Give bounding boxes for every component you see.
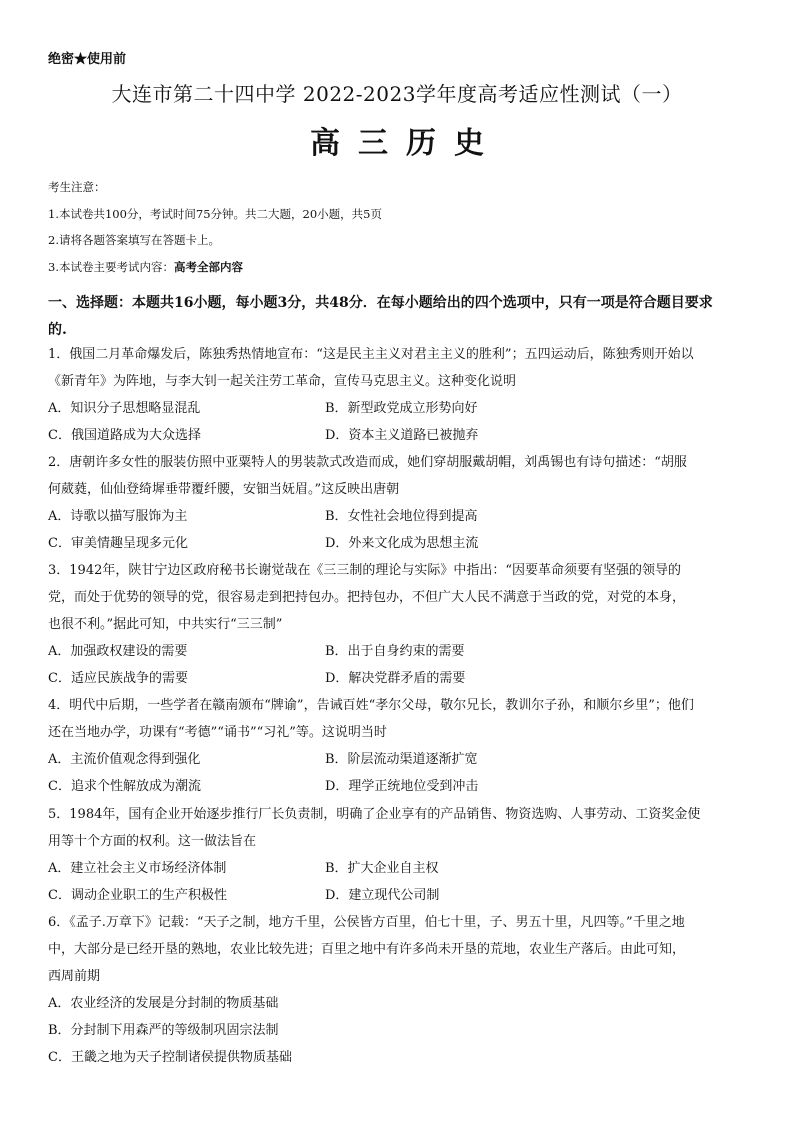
section-line: 的. [48, 322, 67, 338]
options [48, 395, 748, 449]
question-stem-line: 西周前期 [48, 969, 101, 984]
option-c: C．调动企业职工的生产积极性 [48, 888, 227, 903]
section-line: 一、选择题：本题共16小题，每小题3分，共48分．在每小题给出的四个选项中，只有一项是符合题目要求 [48, 295, 713, 311]
option-a: A．知识分子思想略显混乱 [48, 401, 201, 416]
option-a: A．加强政权建设的需要 [48, 644, 188, 659]
question-6 [48, 909, 748, 1071]
option-c: C．俄国道路成为大众选择 [48, 428, 201, 443]
option-d: D．理学正统地位受到冲击 [325, 779, 479, 794]
question-stem-line: 党，而处于优势的领导的党，很容易走到把持包办。把持包办，不但广大人民不满意于当政的党，对党的本身， [48, 590, 686, 605]
question-stem-line: 也很不利。”据此可知，中共实行“三三制” [48, 617, 283, 632]
question-3 [48, 557, 748, 692]
question-5 [48, 801, 748, 909]
notes-heading: 考生注意： [48, 180, 106, 194]
options [48, 503, 748, 557]
option-a: A．农业经济的发展是分封制的物质基础 [48, 996, 279, 1011]
question-stem-line: 3．1942年，陕甘宁边区政府秘书长谢觉哉在《三三制的理论与实际》中指出：“因要革命须要有坚强的领导的 [48, 563, 682, 578]
option-c: C．追求个性解放成为潮流 [48, 779, 201, 794]
option-a: A．建立社会主义市场经济体制 [48, 861, 227, 876]
options [48, 638, 748, 692]
note-item-scope [48, 257, 748, 284]
question-stem-line: 6．《孟子.万章下》记载：“天子之制，地方千里，公侯皆方百里，伯七十里，子、男五十里，凡四等。”千里之地 [48, 915, 685, 930]
options [48, 855, 748, 909]
option-a: A．主流价值观念得到强化 [48, 752, 201, 767]
scope-value: 高考全部内容 [173, 259, 243, 274]
question-stem-line: 1．俄国二月革命爆发后，陈独秀热情地宣布：“这是民主主义对君主主义的胜利”；五四运动后，陈独秀则开始以 [48, 347, 694, 362]
option-c: C．王畿之地为天子控制诸侯提供物质基础 [48, 1050, 292, 1065]
question-stem-line: 用等十个方面的权利。这一做法旨在 [48, 834, 257, 849]
question-4 [48, 692, 748, 800]
option-c: C．审美情趣呈现多元化 [48, 536, 188, 551]
option-c: C．适应民族战争的需要 [48, 671, 188, 686]
option-d: D．解决党群矛盾的需要 [325, 671, 466, 686]
option-d: D．建立现代公司制 [325, 888, 440, 903]
scope-label: 3.本试卷主要考试内容： [48, 259, 174, 274]
option-b: B．女性社会地位得到提高 [325, 509, 478, 524]
question-2 [48, 449, 748, 557]
option-d: D．资本主义道路已被抛弃 [325, 428, 479, 443]
question-1 [48, 341, 748, 449]
question-stem-line: 4．明代中后期，一些学者在赣南颁布“牌谕”，告诫百姓“孝尔父母，敬尔兄长，教训尔子孙，和顺尔乡里”；他们 [48, 698, 694, 713]
option-b: B．新型政党成立形势向好 [325, 401, 478, 416]
question-stem-line: 2．唐朝许多女性的服装仿照中亚粟特人的男装款式改造而成，她们穿胡服戴胡帽，刘禹锡也有诗句描述：“胡服 [48, 455, 687, 470]
note-item: 2.请将各题答案填写在答题卡上。 [48, 233, 220, 247]
section-heading [48, 290, 748, 344]
option-b: B．阶层流动渠道逐渐扩宽 [325, 752, 478, 767]
question-stem-line: 中，大部分是已经开垦的熟地，农业比较先进；百里之地中有许多尚未开垦的荒地，农业生产落后。由此可知， [48, 942, 686, 957]
candidate-notes [48, 177, 748, 283]
question-stem-line: 5．1984年，国有企业开始逐步推行厂长负责制，明确了企业享有的产品销售、物资选购、人事劳动、工资奖金使 [48, 807, 701, 822]
option-b: B．出于自身约束的需要 [325, 644, 465, 659]
options [48, 990, 748, 1071]
subject-title: 高三历史 [310, 126, 502, 161]
exam-title: 大连市第二十四中学 2022-2023学年度高考适应性测试（一） [111, 82, 683, 106]
options [48, 746, 748, 800]
question-stem-line: 还在当地办学，功课有“考德”“诵书”“习礼”等。这说明当时 [48, 725, 387, 740]
option-a: A．诗歌以描写服饰为主 [48, 509, 188, 524]
option-d: D．外来文化成为思想主流 [325, 536, 479, 551]
option-b: B．分封制下用森严的等级制巩固宗法制 [48, 1023, 279, 1038]
question-stem-line: 何葳蕤，仙仙登绮墀垂带覆纤腰，安钿当妩眉。”这反映出唐朝 [48, 482, 400, 497]
confidential-mark: 绝密★使用前 [48, 52, 127, 67]
question-stem-line: 《新青年》为阵地，与李大钊一起关注劳工革命，宣传马克思主义。这种变化说明 [48, 374, 517, 389]
note-item: 1.本试卷共100分，考试时间75分钟。共二大题，20小题，共5页 [48, 206, 383, 221]
option-b: B．扩大企业自主权 [325, 861, 439, 876]
